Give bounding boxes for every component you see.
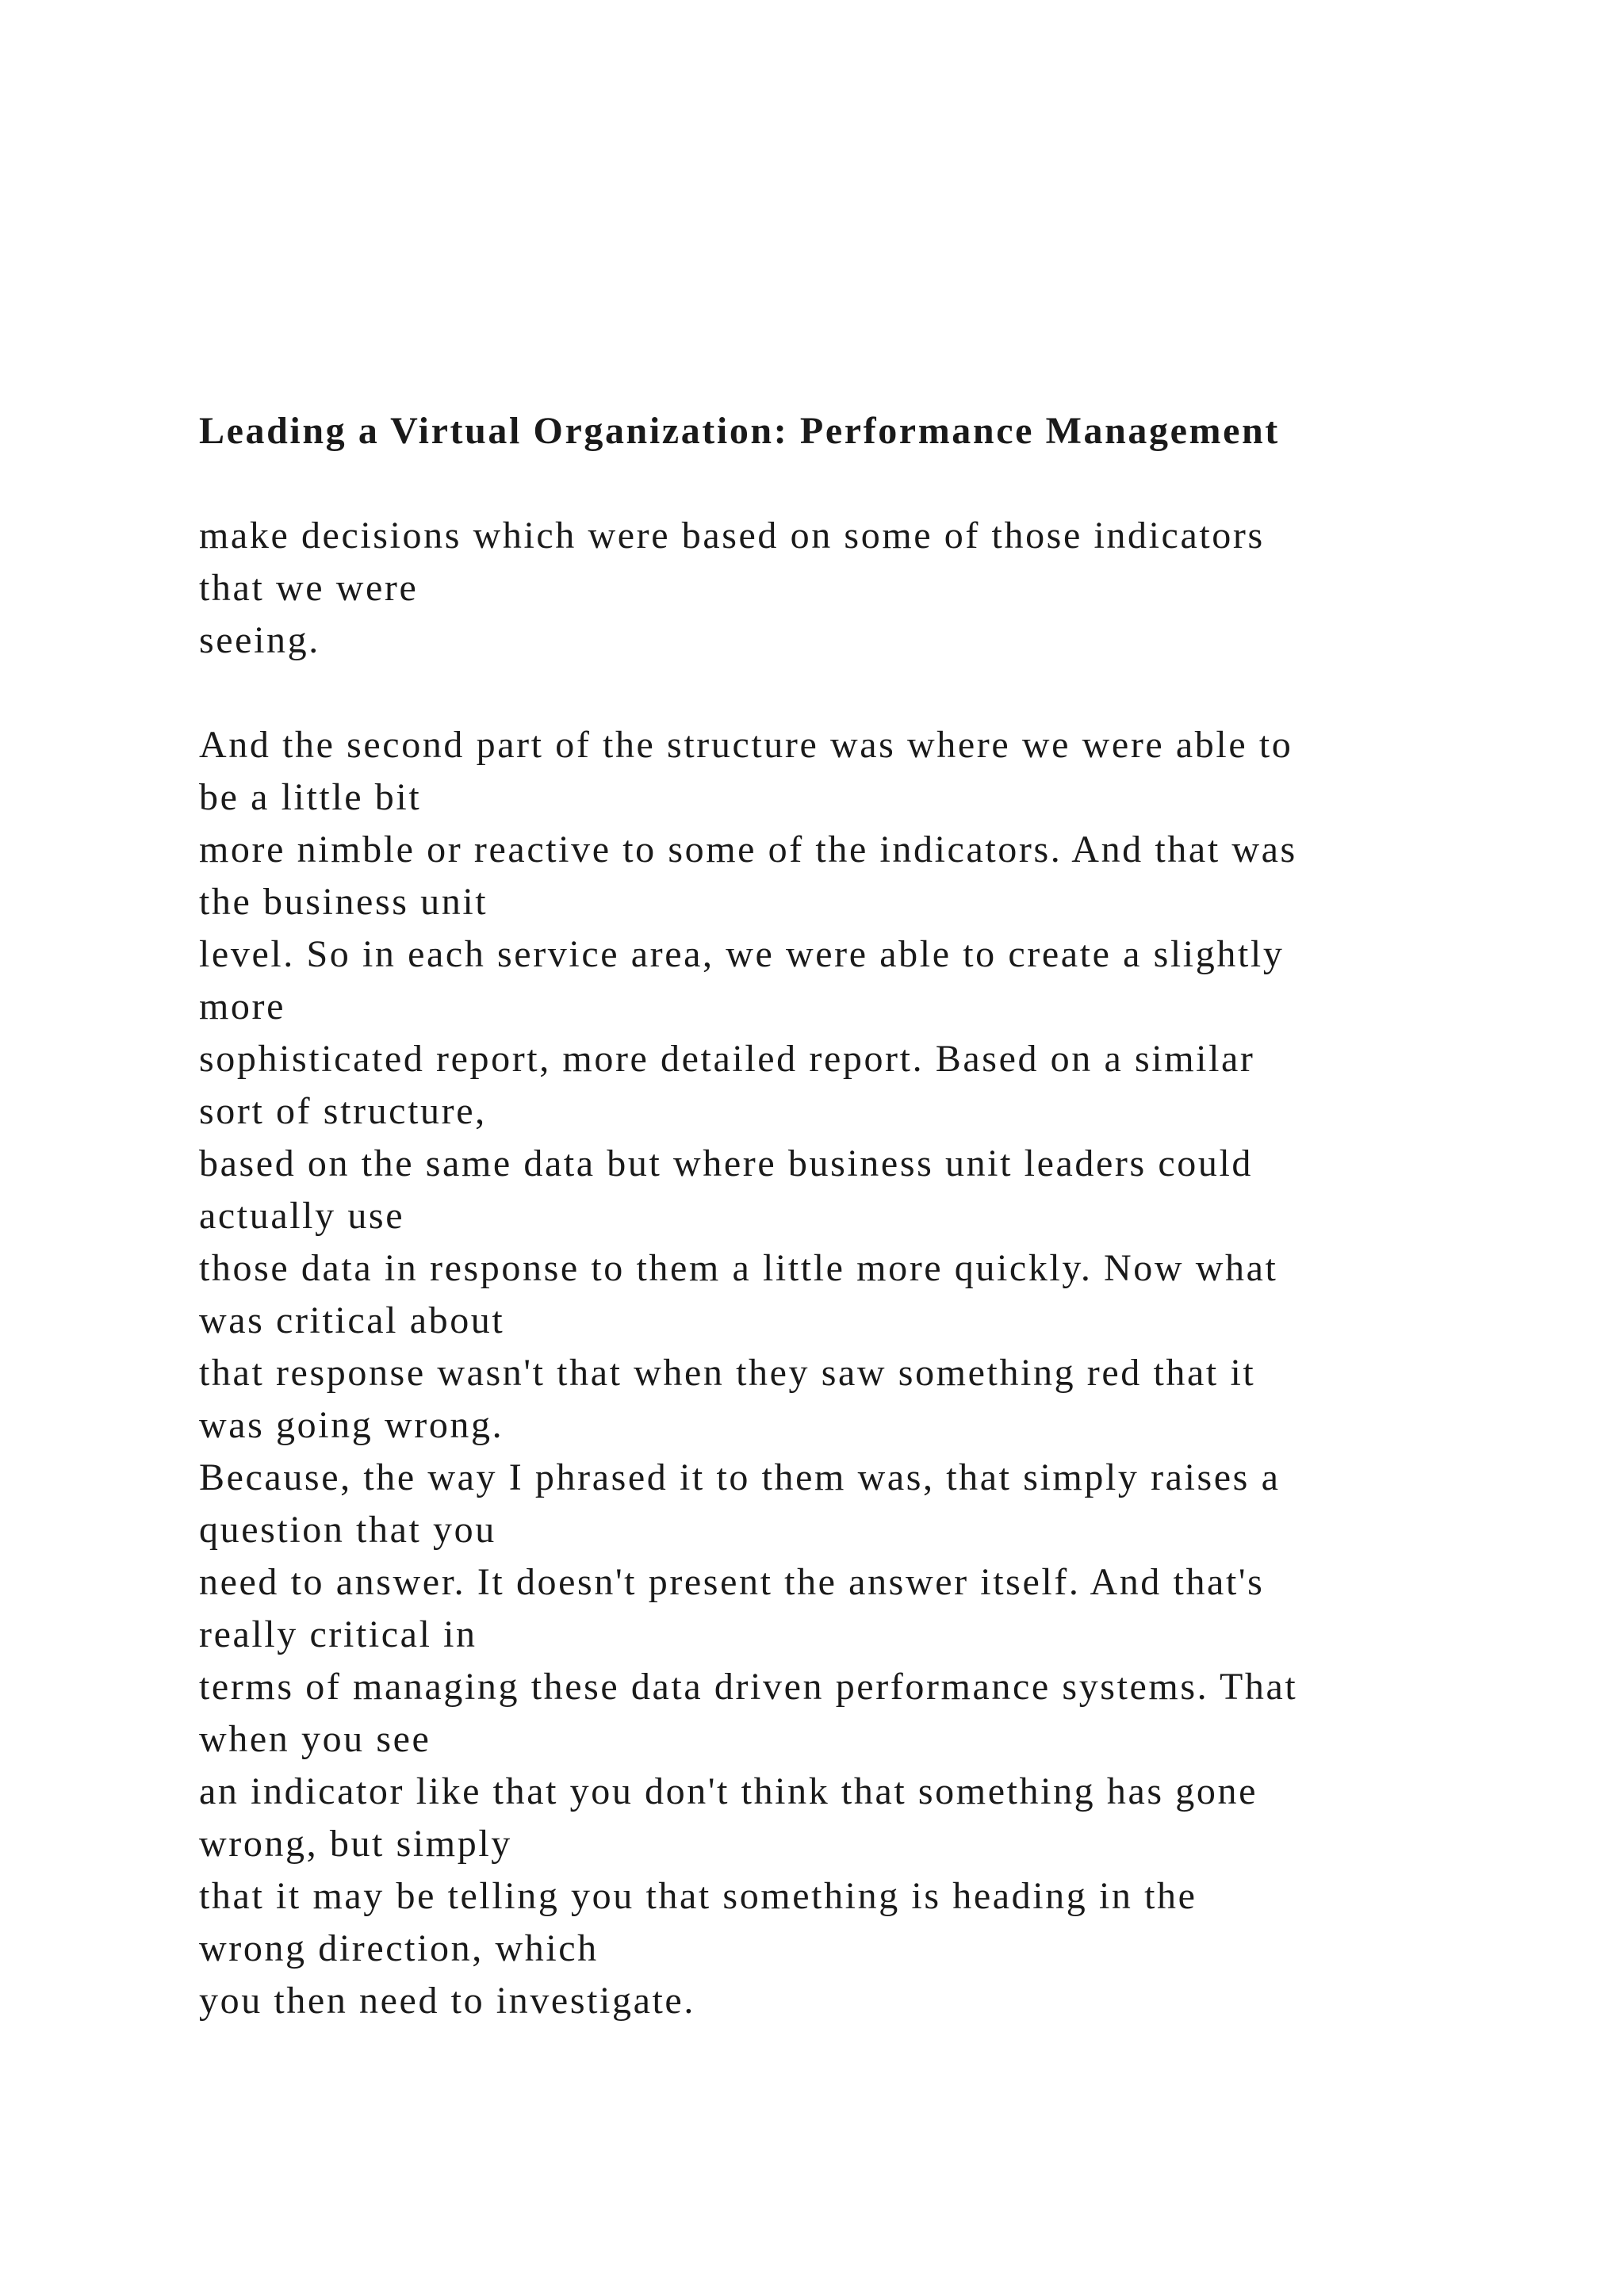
body-line: actually use — [199, 1195, 405, 1237]
body-line: an indicator like that you don't think that something has gone — [199, 1770, 1258, 1812]
body-line: those data in response to them a little more quickly. Now what — [199, 1247, 1278, 1289]
body-line: wrong direction, which — [199, 1927, 599, 1969]
body-line: that it may be telling you that something is heading in the — [199, 1875, 1197, 1917]
body-line: you then need to investigate. — [199, 1980, 695, 2022]
body-line: that we were — [199, 567, 419, 609]
body-line: sort of structure, — [199, 1090, 487, 1132]
body-line: more — [199, 985, 286, 1027]
body-line: based on the same data but where business unit leaders could — [199, 1142, 1253, 1184]
body-line: was going wrong. — [199, 1404, 504, 1446]
body-line: was critical about — [199, 1299, 505, 1341]
body-line: that response wasn't that when they saw something red that it — [199, 1352, 1256, 1394]
body-line: really critical in — [199, 1613, 477, 1655]
body-line: sophisticated report, more detailed report. Based on a similar — [199, 1038, 1255, 1080]
body-line: need to answer. It doesn't present the answer itself. And that's — [199, 1561, 1265, 1603]
body-line: seeing. — [199, 619, 320, 661]
document-title: Leading a Virtual Organization: Performance Management — [199, 410, 1280, 452]
body-line: make decisions which were based on some of those indicators — [199, 515, 1265, 557]
body-line: be a little bit — [199, 776, 422, 818]
body-line: Because, the way I phrased it to them was, that simply raises a — [199, 1456, 1281, 1498]
body-line: wrong, but simply — [199, 1823, 512, 1865]
body-line: And the second part of the structure was where we were able to — [199, 724, 1293, 766]
body-line: terms of managing these data driven performance systems. That — [199, 1666, 1298, 1708]
body-line: the business unit — [199, 881, 488, 923]
body-line: more nimble or reactive to some of the indicators. And that was — [199, 828, 1297, 871]
body-line: level. So in each service area, we were able to create a slightly — [199, 933, 1285, 975]
body-line: question that you — [199, 1509, 496, 1551]
body-line: when you see — [199, 1718, 431, 1760]
